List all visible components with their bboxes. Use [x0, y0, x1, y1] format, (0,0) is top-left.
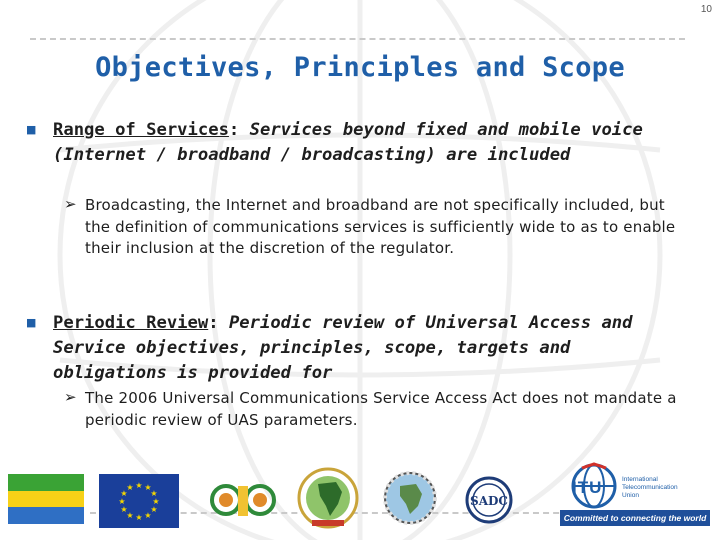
svg-text:SADC: SADC: [470, 494, 508, 508]
acp-logo-icon: [208, 474, 278, 524]
regional-emblem-icon: [382, 470, 438, 526]
african-union-emblem-icon: [296, 466, 360, 530]
bullet-description: Periodic review of Universal Access and Service objectives, principles, scope, targets and obligations is provided for: [53, 313, 633, 383]
itu-text-line: International: [622, 476, 658, 483]
eu-flag-icon: [99, 474, 179, 528]
sub-bullet-periodic-review: [64, 388, 694, 431]
slide-title: Objectives, Principles and Scope: [95, 52, 625, 83]
bullet-range-of-services: [26, 118, 676, 168]
gabon-flag-icon: [8, 474, 84, 524]
bullet-separator: :: [208, 313, 219, 333]
square-bullet-icon: ■: [26, 316, 37, 329]
bullet-periodic-review: [26, 311, 676, 386]
sub-bullet-text: The 2006 Universal Communications Service Access Act does not mandate a periodic review of UAS parameters.: [85, 389, 677, 429]
svg-text:★: ★: [144, 483, 152, 492]
itu-mark: ITU: [572, 478, 603, 497]
arrow-bullet-icon: ➢: [64, 388, 77, 406]
sub-bullet-text: Broadcasting, the Internet and broadband are not specifically included, but the definition of communications services is sufficiently wide to as to enable their inclusion at the discretion of the regulator.: [85, 196, 676, 257]
svg-text:★: ★: [152, 497, 160, 506]
svg-text:★: ★: [120, 505, 128, 514]
svg-text:★: ★: [150, 489, 158, 498]
sadc-logo-icon: [465, 476, 513, 524]
svg-text:★: ★: [120, 489, 128, 498]
svg-text:★: ★: [135, 513, 143, 522]
page-number: 10: [700, 4, 712, 15]
arrow-bullet-icon: ➢: [64, 195, 77, 213]
itu-logo: [560, 462, 710, 528]
svg-text:★: ★: [144, 511, 152, 520]
svg-text:★: ★: [126, 511, 134, 520]
itu-text-line: Union: [622, 492, 639, 499]
svg-text:★: ★: [126, 483, 134, 492]
svg-text:★: ★: [150, 505, 158, 514]
itu-text-line: Telecommunication: [622, 484, 678, 491]
bullet-term: Periodic Review: [53, 313, 209, 333]
bullet-description: Services beyond fixed and mobile voice (Internet / broadband / broadcasting) are included: [53, 120, 643, 165]
square-bullet-icon: ■: [26, 123, 37, 136]
sub-bullet-range-of-services: [64, 195, 694, 260]
svg-text:★: ★: [118, 497, 126, 506]
bullet-separator: :: [228, 120, 240, 140]
svg-text:★: ★: [135, 481, 143, 490]
bullet-term: Range of Services: [53, 120, 229, 140]
top-divider: [30, 38, 685, 40]
itu-tagline: Committed to connecting the world: [560, 510, 710, 526]
